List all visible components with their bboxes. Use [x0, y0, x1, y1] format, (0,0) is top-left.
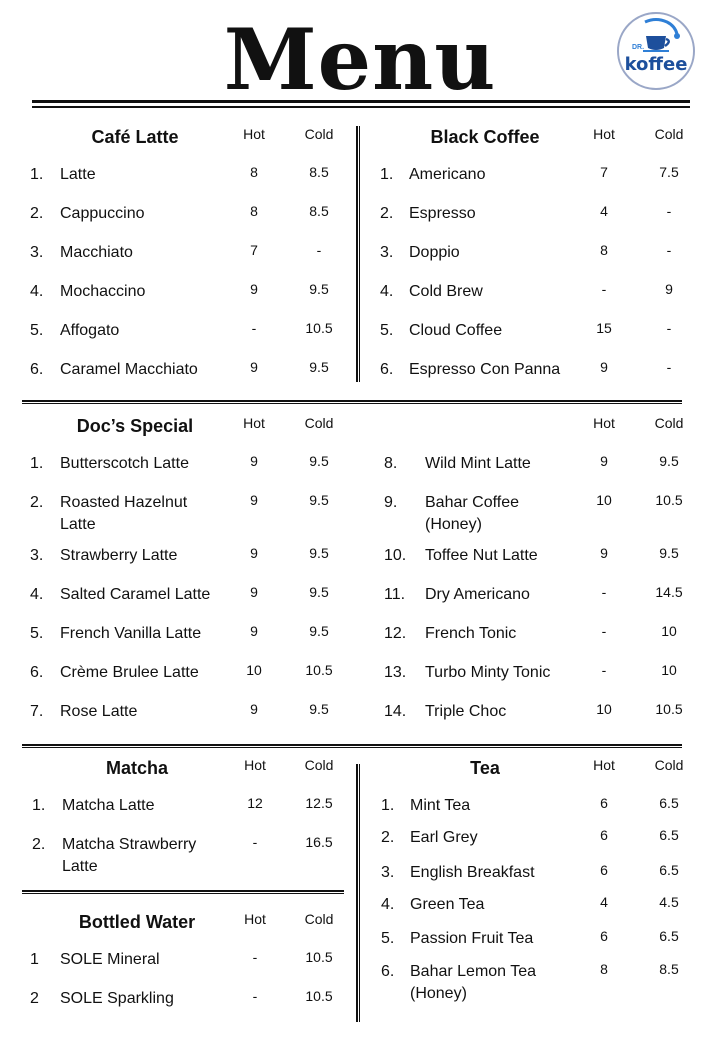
cold-price: 6.5 [659, 795, 679, 811]
divider-matcha-water [22, 890, 344, 894]
hot-price: 12 [247, 795, 263, 811]
menu-item-name: Dry Americano [425, 586, 530, 603]
hot-price: 8 [250, 164, 258, 180]
hot-price: - [601, 662, 607, 678]
cold-price: 9.5 [309, 359, 329, 375]
menu-item-name: Cold Brew [409, 283, 483, 300]
cold-price: 10.5 [655, 492, 683, 508]
cold-price: 9.5 [309, 545, 329, 561]
menu-item-name: Americano [409, 166, 486, 183]
cold-price: - [316, 242, 322, 258]
menu-item-name: Bahar Lemon Tea (Honey) [410, 963, 537, 1002]
item-number: 2. [30, 205, 44, 222]
menu-item-name: Butterscotch Latte [60, 455, 189, 472]
item-number: 12. [384, 625, 407, 642]
hot-price: 4 [600, 203, 608, 219]
menu-item-name: Rose Latte [60, 703, 138, 720]
bottom-vertical-divider [356, 764, 360, 1022]
cold-price: - [666, 242, 672, 258]
item-number: 5. [380, 322, 394, 339]
item-number: 2. [381, 829, 395, 846]
cold-column-header: Cold [654, 757, 684, 773]
menu-item-name: Strawberry Latte [60, 547, 178, 564]
menu-item-name: Espresso Con Panna [409, 361, 561, 378]
cold-column-header: Cold [304, 415, 334, 431]
hot-price: 8 [600, 242, 608, 258]
hot-price: - [252, 988, 258, 1004]
cold-price: 8.5 [659, 961, 679, 977]
section-title: Bottled Water [78, 912, 196, 932]
hot-price: - [601, 281, 607, 297]
hot-price: 15 [596, 320, 612, 336]
menu-item-name: French Tonic [425, 625, 517, 642]
cold-price: 10.5 [305, 320, 333, 336]
menu-item-name: Mint Tea [410, 797, 471, 814]
item-number: 1. [30, 166, 44, 183]
item-number: 4. [30, 283, 44, 300]
menu-item-name: Crème Brulee Latte [60, 664, 199, 681]
cold-price: 9 [665, 281, 673, 297]
cold-price: 12.5 [305, 795, 333, 811]
menu-item-name: Bahar Coffee (Honey) [425, 494, 519, 533]
hot-price: 7 [600, 164, 608, 180]
hot-price: 9 [250, 701, 258, 717]
section-title: Tea [470, 758, 500, 778]
cold-price: 9.5 [309, 453, 329, 469]
menu-item-name: Wild Mint Latte [425, 455, 531, 472]
hot-price: 9 [250, 545, 258, 561]
menu-item-name: Cloud Coffee [409, 322, 503, 339]
item-number: 2. [380, 205, 394, 222]
hot-column-header: Hot [244, 911, 266, 927]
cold-price: 9.5 [309, 281, 329, 297]
item-number: 1. [30, 455, 44, 472]
menu-item-name: Affogato [60, 322, 120, 339]
item-number: 3. [380, 244, 394, 261]
cold-price: 10.5 [655, 701, 683, 717]
item-number: 4. [381, 896, 395, 913]
item-number: 4. [30, 586, 44, 603]
cold-price: 6.5 [659, 928, 679, 944]
item-number: 2. [32, 836, 46, 853]
cold-column-header: Cold [654, 415, 684, 431]
menu-item-name: Matcha Strawberry Latte [62, 836, 197, 875]
menu-item-name: English Breakfast [410, 864, 535, 881]
menu-item-name: Cappuccino [60, 205, 145, 222]
menu-item-name: Salted Caramel Latte [60, 586, 211, 603]
hot-column-header: Hot [593, 126, 615, 142]
item-number: 3. [30, 244, 44, 261]
menu-item-name: Espresso [409, 205, 476, 222]
divider-after-coffee [22, 400, 682, 404]
cold-price: 7.5 [659, 164, 679, 180]
item-number: 2. [30, 494, 44, 511]
top-vertical-divider [356, 126, 360, 382]
logo-brand-text: koffee [624, 54, 688, 75]
cold-column-header: Cold [654, 126, 684, 142]
item-number: 6. [380, 361, 394, 378]
section-title: Matcha [105, 758, 168, 778]
hot-column-header: Hot [593, 415, 615, 431]
menu-item-name: SOLE Mineral [60, 951, 160, 968]
hot-price: 9 [250, 453, 258, 469]
hot-price: 9 [250, 281, 258, 297]
item-number: 1 [30, 951, 39, 968]
cold-price: 9.5 [309, 701, 329, 717]
logo-dr-text: DR. [632, 44, 645, 51]
cold-price: 9.5 [309, 584, 329, 600]
menu-item-name: Toffee Nut Latte [425, 547, 538, 564]
cold-price: 10.5 [305, 662, 333, 678]
menu-item-name: Passion Fruit Tea [410, 930, 534, 947]
hot-price: - [601, 584, 607, 600]
cold-price: - [666, 320, 672, 336]
item-number: 6. [30, 361, 44, 378]
cold-price: 6.5 [659, 862, 679, 878]
item-number: 2 [30, 990, 39, 1007]
cold-price: 9.5 [659, 453, 679, 469]
cold-price: - [666, 359, 672, 375]
item-number: 5. [30, 322, 44, 339]
menu-item-name: Earl Grey [410, 829, 478, 846]
coffee-cup-icon [619, 14, 693, 88]
hot-price: - [251, 320, 257, 336]
cold-price: 6.5 [659, 827, 679, 843]
hot-price: 10 [246, 662, 262, 678]
menu-item-name: Roasted Hazelnut Latte [60, 494, 188, 533]
cold-price: 16.5 [305, 834, 333, 850]
hot-price: 6 [600, 928, 608, 944]
cold-column-header: Cold [304, 911, 334, 927]
dr-koffee-logo [617, 12, 695, 90]
section-title: Doc’s Special [76, 416, 194, 436]
menu-title: Menu [223, 10, 497, 109]
section-title: Black Coffee [430, 127, 540, 147]
cold-price: 14.5 [655, 584, 683, 600]
hot-column-header: Hot [243, 126, 265, 142]
item-number: 5. [30, 625, 44, 642]
cold-price: 10.5 [305, 988, 333, 1004]
hot-column-header: Hot [244, 757, 266, 773]
menu-item-name: Latte [60, 166, 96, 183]
item-number: 1. [381, 797, 395, 814]
hot-price: - [601, 623, 607, 639]
hot-price: 9 [600, 545, 608, 561]
cold-price: 8.5 [309, 203, 329, 219]
item-number: 1. [380, 166, 394, 183]
item-number: 6. [30, 664, 44, 681]
hot-column-header: Hot [593, 757, 615, 773]
cold-price: 10.5 [305, 949, 333, 965]
item-number: 4. [380, 283, 394, 300]
item-number: 9. [384, 494, 398, 511]
item-number: 1. [32, 797, 46, 814]
cold-price: 10 [661, 623, 677, 639]
item-number: 3. [381, 864, 395, 881]
hot-price: 10 [596, 701, 612, 717]
menu-item-name: SOLE Sparkling [60, 990, 174, 1007]
menu-item-name: Triple Choc [425, 703, 507, 720]
hot-price: 9 [600, 453, 608, 469]
hot-price: 9 [250, 492, 258, 508]
cold-price: 9.5 [309, 492, 329, 508]
hot-price: 9 [250, 584, 258, 600]
item-number: 13. [384, 664, 407, 681]
hot-price: 4 [600, 894, 608, 910]
item-number: 14. [384, 703, 407, 720]
hot-price: 8 [600, 961, 608, 977]
cold-price: 9.5 [659, 545, 679, 561]
hot-price: 6 [600, 862, 608, 878]
hot-price: - [252, 949, 258, 965]
item-number: 8. [384, 455, 398, 472]
item-number: 7. [30, 703, 44, 720]
cold-price: 9.5 [309, 623, 329, 639]
menu-item-name: Matcha Latte [62, 797, 155, 814]
cold-price: 4.5 [659, 894, 679, 910]
item-number: 11. [384, 586, 406, 603]
cold-column-header: Cold [304, 126, 334, 142]
title-divider [32, 100, 690, 108]
menu-item-name: French Vanilla Latte [60, 625, 202, 642]
item-number: 3. [30, 547, 44, 564]
hot-price: 9 [600, 359, 608, 375]
menu-item-name: Green Tea [410, 896, 485, 913]
item-number: 10. [384, 547, 407, 564]
hot-price: - [252, 834, 258, 850]
hot-price: 8 [250, 203, 258, 219]
cold-price: 8.5 [309, 164, 329, 180]
item-number: 5. [381, 930, 395, 947]
hot-price: 9 [250, 359, 258, 375]
menu-item-name: Turbo Minty Tonic [425, 664, 551, 681]
cold-price: - [666, 203, 672, 219]
section-title: Café Latte [91, 127, 179, 147]
hot-column-header: Hot [243, 415, 265, 431]
divider-after-special [22, 744, 682, 748]
hot-price: 6 [600, 827, 608, 843]
cold-price: 10 [661, 662, 677, 678]
menu-item-name: Macchiato [60, 244, 133, 261]
menu-item-name: Caramel Macchiato [60, 361, 198, 378]
hot-price: 10 [596, 492, 612, 508]
menu-item-name: Mochaccino [60, 283, 146, 300]
cold-column-header: Cold [304, 757, 334, 773]
hot-price: 7 [250, 242, 258, 258]
hot-price: 6 [600, 795, 608, 811]
item-number: 6. [381, 963, 395, 980]
menu-item-name: Doppio [409, 244, 460, 261]
hot-price: 9 [250, 623, 258, 639]
